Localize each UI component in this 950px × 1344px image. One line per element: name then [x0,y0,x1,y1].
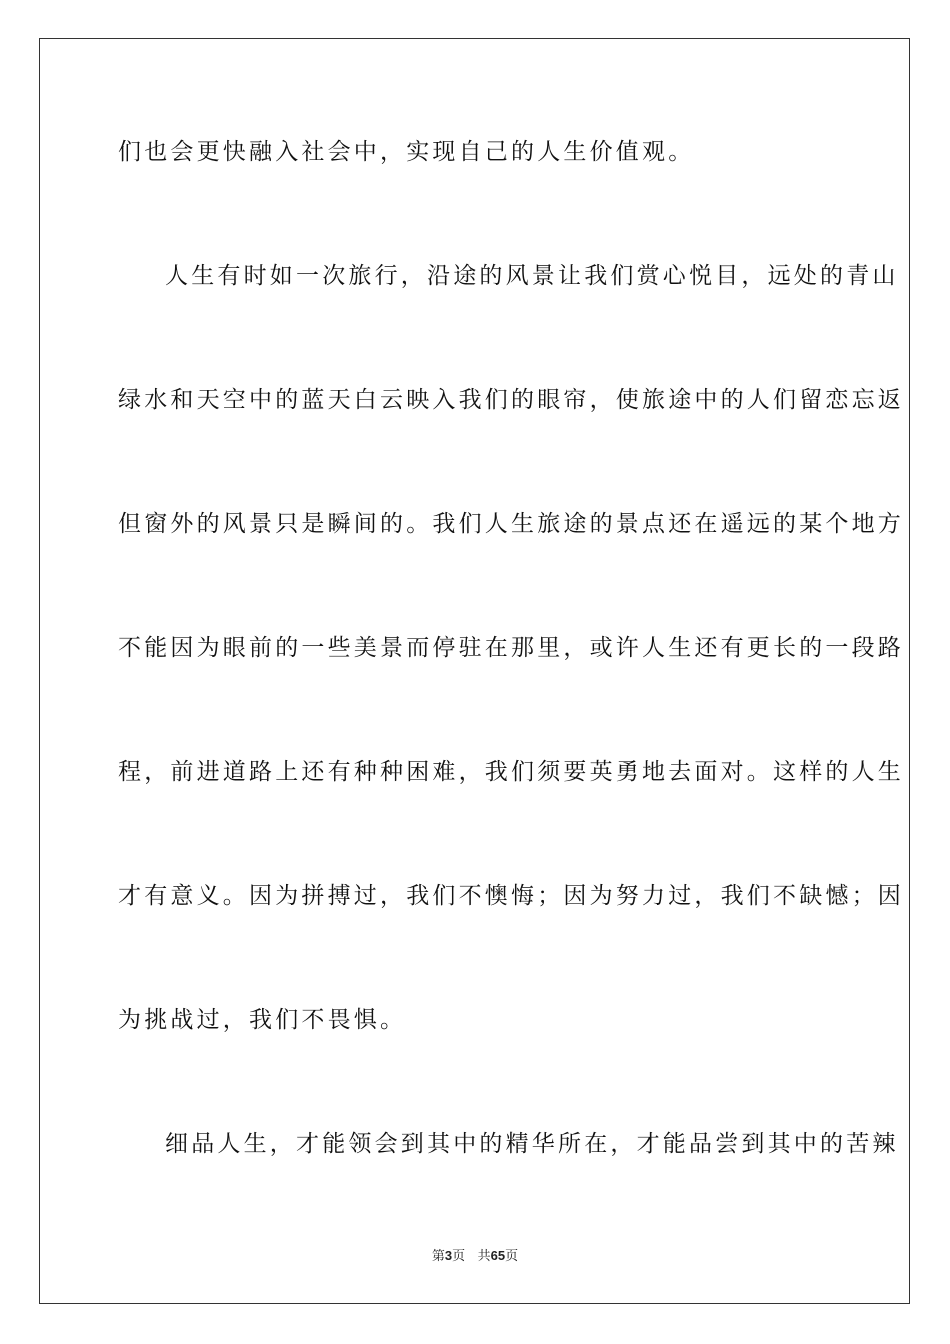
paragraph-first-line: 人生有时如一次旅行，沿途的风景让我们赏心悦目，远处的青山 [165,263,899,289]
text-line: 程，前进道路上还有种种困难，我们须要英勇地去面对。这样的人生 [118,759,904,785]
text-line: 不能因为眼前的一些美景而停驻在那里，或许人生还有更长的一段路 [118,635,904,661]
total-pages: 65 [490,1248,506,1263]
page-prefix: 第 [431,1249,445,1264]
paragraph-first-line: 细品人生，才能领会到其中的精华所在，才能品尝到其中的苦辣 [165,1131,899,1157]
page-footer [0,1247,950,1266]
text-line: 们也会更快融入社会中，实现自己的人生价值观。 [118,139,695,165]
total-prefix: 共 [477,1249,491,1264]
text-line: 但窗外的风景只是瞬间的。我们人生旅途的景点还在遥远的某个地方 [118,511,904,537]
total-suffix: 页 [505,1249,519,1264]
page-suffix: 页 [452,1249,466,1264]
page-border [39,38,910,1304]
text-line: 绿水和天空中的蓝天白云映入我们的眼帘，使旅途中的人们留恋忘返 [118,387,904,413]
text-line: 为挑战过，我们不畏惧。 [118,1007,407,1033]
page-number: 3 [444,1248,453,1263]
text-line: 才有意义。因为拼搏过，我们不懊悔；因为努力过，我们不缺憾；因 [118,883,904,909]
